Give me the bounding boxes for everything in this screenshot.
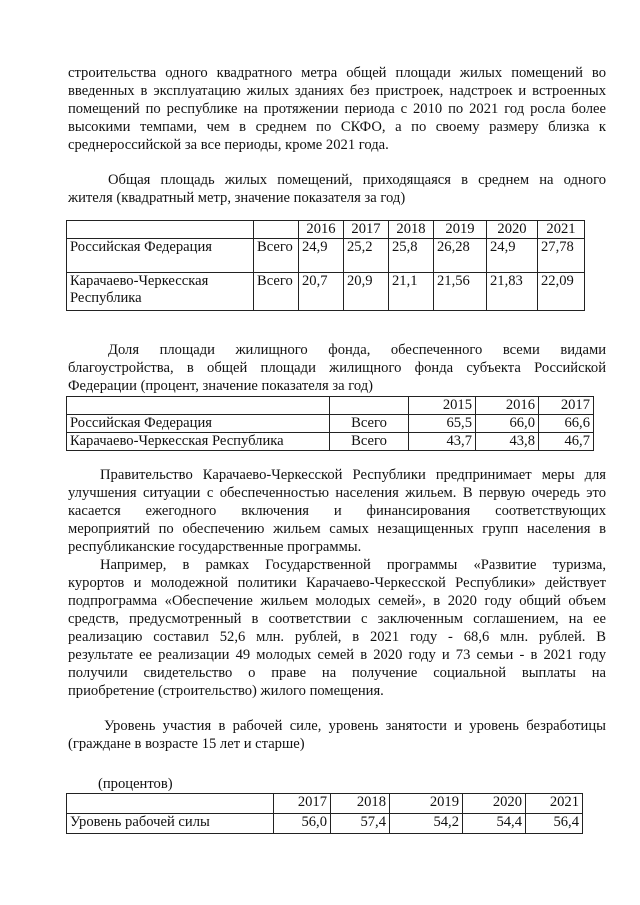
region-cell: Российская Федерация [67,239,254,273]
text-line: Уровень участия в рабочей силе, уровень занятости и уровень безработицы [104,718,606,734]
region-cell: Карачаево-Черкесская Республика [67,433,330,451]
value-cell: 54,2 [390,814,463,834]
table-labour-force [66,793,583,834]
value-cell: 27,78 [538,239,585,273]
text-line: высокими темпами, чем в среднем по СКФО, а по своему размеру близка к [68,119,606,135]
text-line: (граждане в возрасте 15 лет и старше) [68,736,305,752]
table-row [67,239,585,273]
text-line: Правительство Карачаево-Черкесской Республики предпринимает меры для [100,467,606,483]
year-cell: 2021 [538,221,585,239]
value-cell: 25,2 [344,239,389,273]
value-cell: 43,8 [476,433,539,451]
total-cell: Всего [330,415,409,433]
text-line: средств, предусмотренный в соответствии с заключенным соглашением, на ее [68,611,606,627]
year-cell: 2021 [526,794,583,814]
text-line: реализацию составил 52,6 млн. рублей, в 2021 году - 68,6 млн. рублей. В [68,629,606,645]
text-line: жителя (квадратный метр, значение показателя за год) [68,190,406,206]
value-cell: 56,0 [274,814,331,834]
value-cell: 24,9 [487,239,538,273]
text-line: Общая площадь жилых помещений, приходящаяся в среднем на одного [108,172,606,188]
value-cell: 22,09 [538,273,585,311]
year-cell: 2018 [331,794,390,814]
region-cell: Российская Федерация [67,415,330,433]
text-line: улучшения ситуации с обеспеченностью населения жильем. В первую очередь это [68,485,606,501]
text-line: подпрограмма «Обеспечение жильем молодых семей», в 2020 году общий объем [68,593,606,609]
year-cell: 2020 [463,794,526,814]
text-line: Например, в рамках Государственной программы «Развитие туризма, [100,557,606,573]
table-header-row [67,221,585,239]
year-cell: 2016 [299,221,344,239]
table-header-row [67,397,594,415]
text-line: приобретение (строительство) жилого помещения. [68,683,384,699]
region-cell: Карачаево-Черкесская Республика [67,273,254,311]
table-row [67,415,594,433]
text-line: строительства одного квадратного метра общей площади жилых помещений во [68,65,606,81]
text-line: Федерации (процент, значение показателя за год) [68,378,374,394]
value-cell: 26,28 [434,239,487,273]
year-cell: 2019 [390,794,463,814]
text-line: среднероссийской за все периоды, кроме 2021 года. [68,137,389,153]
total-cell: Всего [254,239,299,273]
value-cell: 66,6 [539,415,594,433]
value-cell: 46,7 [539,433,594,451]
text-line: республиканские государственные программы. [68,539,362,555]
text-line: результате ее реализации 49 молодых семей в 2020 году и 73 семьи - в 2021 году [68,647,606,663]
year-cell: 2017 [274,794,331,814]
text-line: получили свидетельство о праве на получение социальной выплаты на [68,665,606,681]
year-cell: 2020 [487,221,538,239]
total-cell: Всего [254,273,299,311]
year-cell: 2018 [389,221,434,239]
year-cell: 2015 [409,397,476,415]
value-cell: 65,5 [409,415,476,433]
value-cell: 43,7 [409,433,476,451]
text-line: мероприятий по обеспечению жильем самых незащищенных групп населения в [68,521,606,537]
total-cell: Всего [330,433,409,451]
table-3-heading [68,717,606,753]
year-cell: 2019 [434,221,487,239]
units-label: (процентов) [98,776,173,792]
paragraph-1 [68,64,606,154]
paragraph-2 [68,466,606,556]
text-line: помещений по республике на протяжении периода с 2010 по 2021 год росла более [68,101,606,117]
value-cell: 66,0 [476,415,539,433]
value-cell: 56,4 [526,814,583,834]
paragraph-3 [68,556,606,700]
text-line: курортов и молодежной политики Карачаево-Черкесской Республики» действует [68,575,606,591]
value-cell: 57,4 [331,814,390,834]
value-cell: 21,1 [389,273,434,311]
text-line: Доля площади жилищного фонда, обеспеченного всеми видами [108,342,606,358]
text-line: благоустройства, в общей площади жилищного фонда субъекта Российской [68,360,606,376]
table-header-row [67,794,583,814]
value-cell: 20,7 [299,273,344,311]
year-cell: 2017 [344,221,389,239]
value-cell: 21,83 [487,273,538,311]
table-row [67,433,594,451]
table-2-heading [68,341,606,395]
text-line: касается ежегодного включения и финансирования соответствующих [68,503,606,519]
text-line: введенных в эксплуатацию жилых зданиях без пристроек, надстроек и встроенных [68,83,606,99]
value-cell: 54,4 [463,814,526,834]
year-cell: 2016 [476,397,539,415]
table-1-heading [68,171,606,207]
table-row [67,814,583,834]
value-cell: 25,8 [389,239,434,273]
value-cell: 20,9 [344,273,389,311]
value-cell: 21,56 [434,273,487,311]
table-row [67,273,585,311]
label-cell: Уровень рабочей силы [67,814,274,834]
year-cell: 2017 [539,397,594,415]
value-cell: 24,9 [299,239,344,273]
table-amenities-share [66,396,594,451]
table-housing-area [66,220,585,311]
